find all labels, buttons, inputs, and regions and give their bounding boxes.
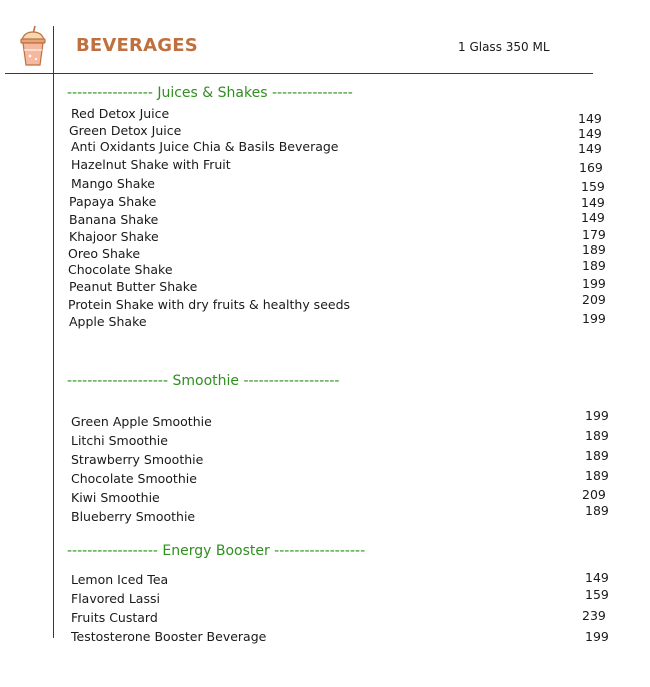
menu-item-name: Kiwi Smoothie [71, 490, 160, 505]
menu-item-name: Khajoor Shake [69, 229, 159, 244]
menu-item-price: 209 [582, 292, 606, 307]
menu-item-name: Chocolate Smoothie [71, 471, 197, 486]
menu-item-name: Litchi Smoothie [71, 433, 168, 448]
menu-item-name: Chocolate Shake [68, 262, 173, 277]
menu-item-name: Lemon Iced Tea [71, 572, 169, 587]
menu-item-price: 149 [578, 126, 602, 141]
page-title: BEVERAGES [76, 35, 198, 56]
menu-item-name: Peanut Butter Shake [69, 279, 198, 294]
menu-item-price: 199 [585, 408, 609, 423]
menu-item-price: 159 [581, 179, 605, 194]
menu-item-price: 149 [578, 141, 602, 156]
menu-item-name: Flavored Lassi [71, 591, 160, 606]
menu-item-name: Red Detox Juice [71, 106, 170, 121]
menu-item-name: Papaya Shake [69, 194, 157, 209]
menu-item-name: Banana Shake [69, 212, 159, 227]
menu-item-price: 179 [582, 227, 606, 242]
menu-item-name: Green Apple Smoothie [71, 414, 212, 429]
menu-item-name: Anti Oxidants Juice Chia & Basils Beverage [71, 139, 339, 154]
menu-item-name: Testosterone Booster Beverage [71, 629, 267, 644]
menu-item-name: Hazelnut Shake with Fruit [71, 157, 231, 172]
menu-item-price: 149 [578, 111, 602, 126]
menu-item-name: Oreo Shake [68, 246, 141, 261]
menu-item-price: 189 [585, 503, 609, 518]
section-header-smoothie: -------------------- Smoothie ------------------- [67, 373, 340, 389]
left-margin-divider [53, 26, 54, 638]
menu-item-name: Blueberry Smoothie [71, 509, 196, 524]
menu-item-price: 149 [585, 570, 609, 585]
menu-item-price: 199 [582, 311, 606, 326]
menu-item-name: Strawberry Smoothie [71, 452, 204, 467]
menu-item-price: 239 [582, 608, 606, 623]
menu-item-name: Protein Shake with dry fruits & healthy seeds [68, 297, 351, 312]
header-divider [5, 73, 593, 74]
menu-item-price: 189 [585, 448, 609, 463]
menu-item-price: 159 [585, 587, 609, 602]
menu-item-name: Apple Shake [69, 314, 147, 329]
milkshake-glass-icon [18, 24, 48, 68]
section-header-juices-shakes: ----------------- Juices & Shakes ---------------- [67, 85, 353, 101]
menu-item-price: 189 [585, 468, 609, 483]
menu-item-name: Mango Shake [71, 176, 155, 191]
menu-item-price: 189 [585, 428, 609, 443]
menu-item-price: 199 [582, 276, 606, 291]
serving-size: 1 Glass 350 ML [458, 40, 550, 54]
section-header-energy-booster: ------------------ Energy Booster ------------------ [67, 543, 366, 559]
menu-item-price: 169 [579, 160, 603, 175]
menu-item-name: Green Detox Juice [69, 123, 182, 138]
menu-item-price: 209 [582, 487, 606, 502]
menu-item-price: 149 [581, 195, 605, 210]
menu-item-name: Fruits Custard [71, 610, 158, 625]
menu-item-price: 149 [581, 210, 605, 225]
menu-item-price: 199 [585, 629, 609, 644]
menu-item-price: 189 [582, 258, 606, 273]
menu-item-price: 189 [582, 242, 606, 257]
